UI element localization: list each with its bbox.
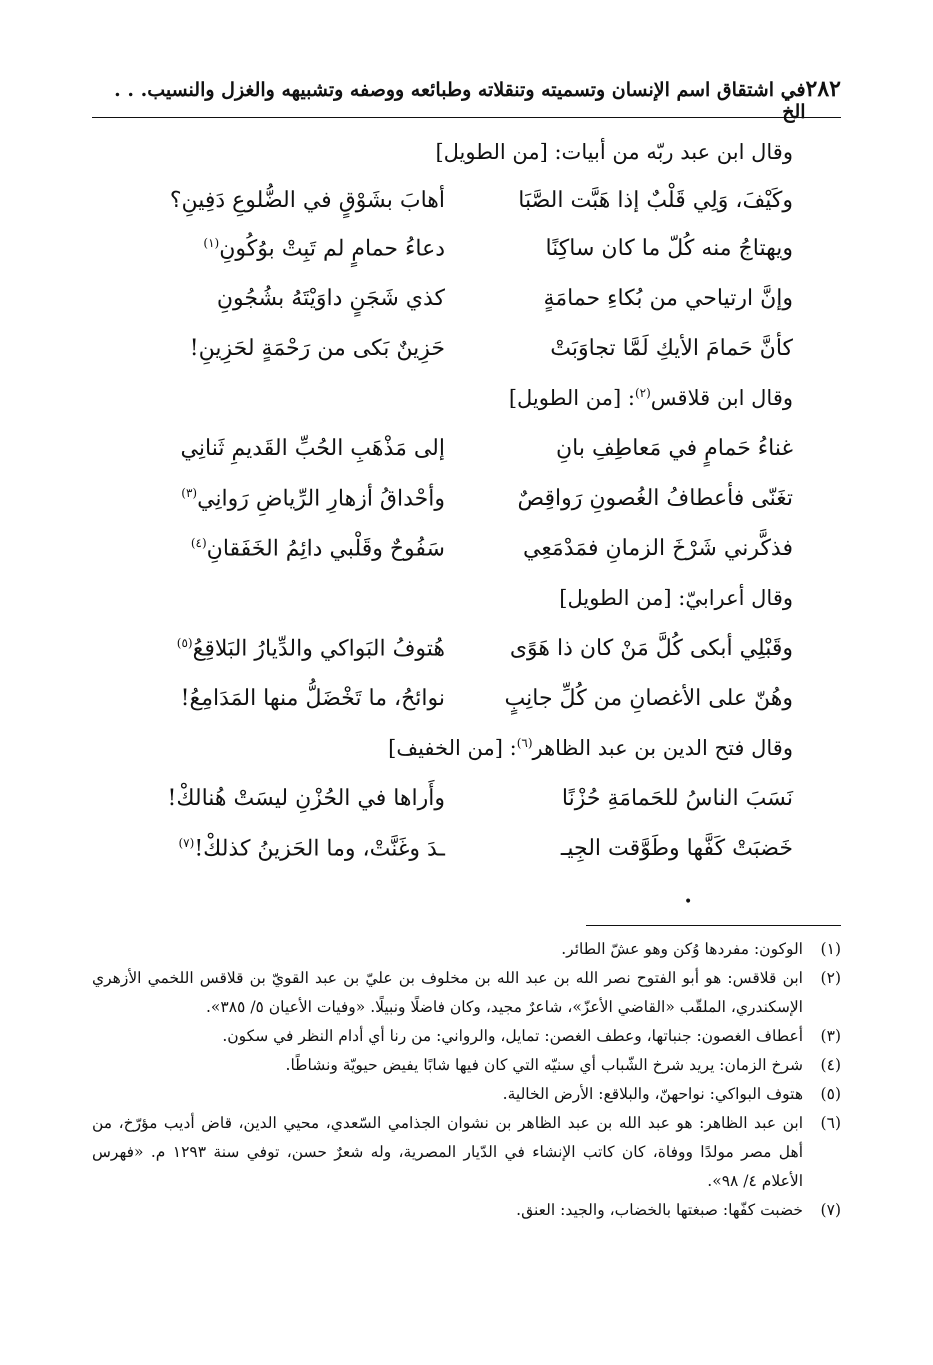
footnote: [92, 1196, 841, 1225]
footnote: [92, 1080, 841, 1109]
footnote-text: الوكون: مفردها وُكن وهو عشّ الطائر.: [561, 940, 803, 958]
intro-meter: : [من الطويل]: [508, 386, 635, 410]
verse-line: [140, 286, 793, 328]
hemistich-text: ـدَ وغَنَّتْ، وما الحَزينُ كذلكْ!: [194, 836, 445, 862]
intro-text: وقال ابن قلاقس: [650, 386, 793, 410]
second-hemistich: [140, 486, 445, 511]
footnotes: [92, 935, 841, 1225]
verse-line: [140, 486, 793, 528]
footnote-text: ابن قلاقس: هو أبو الفتوح نصر الله بن عبد الله بن مخلوف بن عليّ بن عبد القويّ بن قلاقس اللخمي الأزهري الإسكندري، الملقّب «القاضي الأعزّ»، شاعرٌ مجيد، وكان فاضلًا ونبيلًا. «وفيات الأعيان ٥/ ٣٨٥».: [92, 969, 803, 1016]
footnote-marker: (٥): [176, 636, 193, 650]
first-hemistich: ويهتاجُ منه كُلّ ما كان ساكِنًا: [545, 236, 793, 261]
footnote-number: (٧): [820, 1201, 841, 1219]
second-hemistich: أهابَ بشَوْقٍ في الضُّلوعِ دَفِينِ؟: [169, 188, 445, 213]
footnote: [92, 1109, 841, 1196]
second-hemistich: إلى مَذْهَبِ الحُبِّ القَديمِ ثَنانِي: [180, 436, 445, 461]
first-hemistich: نَسَبَ الناسُ للحَمامَةِ حُزْنًا: [561, 786, 793, 811]
footnote: [92, 1051, 841, 1080]
second-hemistich: [140, 836, 445, 861]
first-hemistich: وقَبْلِي أبكى كُلَّ مَنْ كان ذا هَوًى: [509, 636, 793, 661]
poem-intro: [509, 386, 793, 410]
footnote-number: (٦): [820, 1114, 841, 1132]
hemistich-text: دعاءُ حمامٍ لم تَبِتْ بوُكُونِ: [219, 236, 445, 262]
verse-line: [140, 786, 793, 828]
running-head: [92, 76, 841, 123]
verse-line: [140, 686, 793, 728]
footnote-text: ابن عبد الظاهر: هو عبد الله بن عبد الظاهر بن نشوان الجذامي السّعدي، محيي الدين، قاض أديب مؤرّخ، من أهل مصر مولدًا ووفاة، كان كاتب الإنشاء في الدّيار المصرية، وله شعرٌ حسن، توفي سنة ١٢٩٣ م. «فهرس الأعلام ٤/ ٩٨».: [92, 1114, 803, 1190]
footnote-separator: [586, 925, 841, 926]
intro-meter: : [من الخفيف]: [388, 736, 517, 760]
footnote-text: هتوف البواكي: نواحهنّ، والبلاقع: الأرض الخالية.: [502, 1085, 803, 1103]
second-hemistich: كذي شَجَنٍ داوَيْتَهُ بشُجُونِ: [216, 286, 445, 311]
page-number: ٢٨٢: [805, 76, 841, 102]
footnote-marker: (٤): [190, 536, 207, 550]
hemistich-text: وأحْداقُ أزهارِ الرِّياضِ رَوانِي: [197, 486, 445, 512]
footnote-number: (٥): [820, 1085, 841, 1103]
footnote-number: (٤): [820, 1056, 841, 1074]
hemistich-text: هُتوفُ البَواكي والدِّيارُ البَلاقِعُ: [192, 636, 445, 662]
verse-line: [140, 336, 793, 378]
poem-intro: وقال أعرابيّ: [من الطويل]: [559, 586, 793, 610]
footnote-number: (٢): [820, 969, 841, 987]
running-title: في اشتقاق اسم الإنسان وتسميته وتنقلاته وطبائعه ووصفه وتشبيهه والغزل والنسيب. . . الخ: [114, 79, 806, 123]
first-hemistich: تغَنّى فأعطافُ الغُصونِ رَواقِصٌ: [517, 486, 793, 511]
second-hemistich: [140, 536, 445, 561]
footnote-text: شرخ الزمان: يريد شرخ الشّباب أي سنيّه التي كان فيها شابًا يفيض حيويّة ونشاطًا.: [285, 1056, 803, 1074]
second-hemistich: وأَراها في الحُزْنِ ليسَتْ هُنالكْ!: [167, 786, 445, 811]
verse-line: [140, 436, 793, 478]
poem-intro: وقال ابن عبد ربّه من أبيات: [من الطويل]: [435, 140, 793, 164]
first-hemistich: خَضبَتْ كَفَّها وطَوَّقت الجِيـ: [560, 836, 793, 861]
second-hemistich: نوائحُ، ما تَخْضَلُّ منها المَدَامِعُ!: [180, 686, 445, 711]
first-hemistich: فذكَّرني شَرْخَ الزمانِ فمَدْمَعِي: [522, 536, 793, 561]
footnote-marker: (١): [203, 236, 220, 250]
second-hemistich: [140, 636, 445, 661]
hemistich-text: سَفُوحٌ وقَلْبي دائِمُ الخَفَقانِ: [206, 536, 445, 562]
verse-line: [140, 188, 793, 230]
footnote: [92, 964, 841, 1022]
footnote-number: (١): [820, 940, 841, 958]
footnote: [92, 935, 841, 964]
second-hemistich: حَزِينٌ بَكى من رَحْمَةٍ لحَزِينِ!: [189, 336, 445, 361]
first-hemistich: وكَيْفَ، وَلِي قَلْبٌ إذا هَبَّت الصَّبَا: [518, 188, 793, 213]
verse-line: [140, 836, 793, 878]
stray-dot: •: [684, 894, 693, 910]
header-rule: [92, 117, 841, 118]
poem-intro: [388, 736, 793, 760]
verse-line: [140, 636, 793, 678]
first-hemistich: وهُنّ على الأغصانِ من كُلِّ جانِبٍ: [504, 686, 793, 711]
footnote-marker: (٣): [181, 486, 198, 500]
verse-line: [140, 536, 793, 578]
second-hemistich: [140, 236, 445, 261]
footnote-marker: (٦): [516, 736, 533, 750]
footnote-number: (٣): [820, 1027, 841, 1045]
footnote-marker: (٢): [634, 386, 651, 400]
first-hemistich: وإنَّ ارتياحي من بُكاءِ حمامَةٍ: [543, 286, 793, 311]
footnote-text: أعطاف الغصون: جنباتها، وعطف الغصن: تمايل، والرواني: من رنا أي أدام النظر في سكون.: [222, 1027, 803, 1045]
first-hemistich: كأنَّ حَمامَ الأيكِ لَمَّا تجاوَبَتْ: [550, 336, 793, 361]
first-hemistich: غناءُ حَمامٍ في مَعاطِفِ بانِ: [555, 436, 793, 461]
intro-text: وقال فتح الدين بن عبد الظاهر: [532, 736, 793, 760]
footnote-marker: (٧): [178, 836, 195, 850]
verse-line: [140, 236, 793, 278]
footnote-text: خضبت كفّها: صبغتها بالخضاب، والجيد: العنق.: [516, 1201, 803, 1219]
footnote: [92, 1022, 841, 1051]
